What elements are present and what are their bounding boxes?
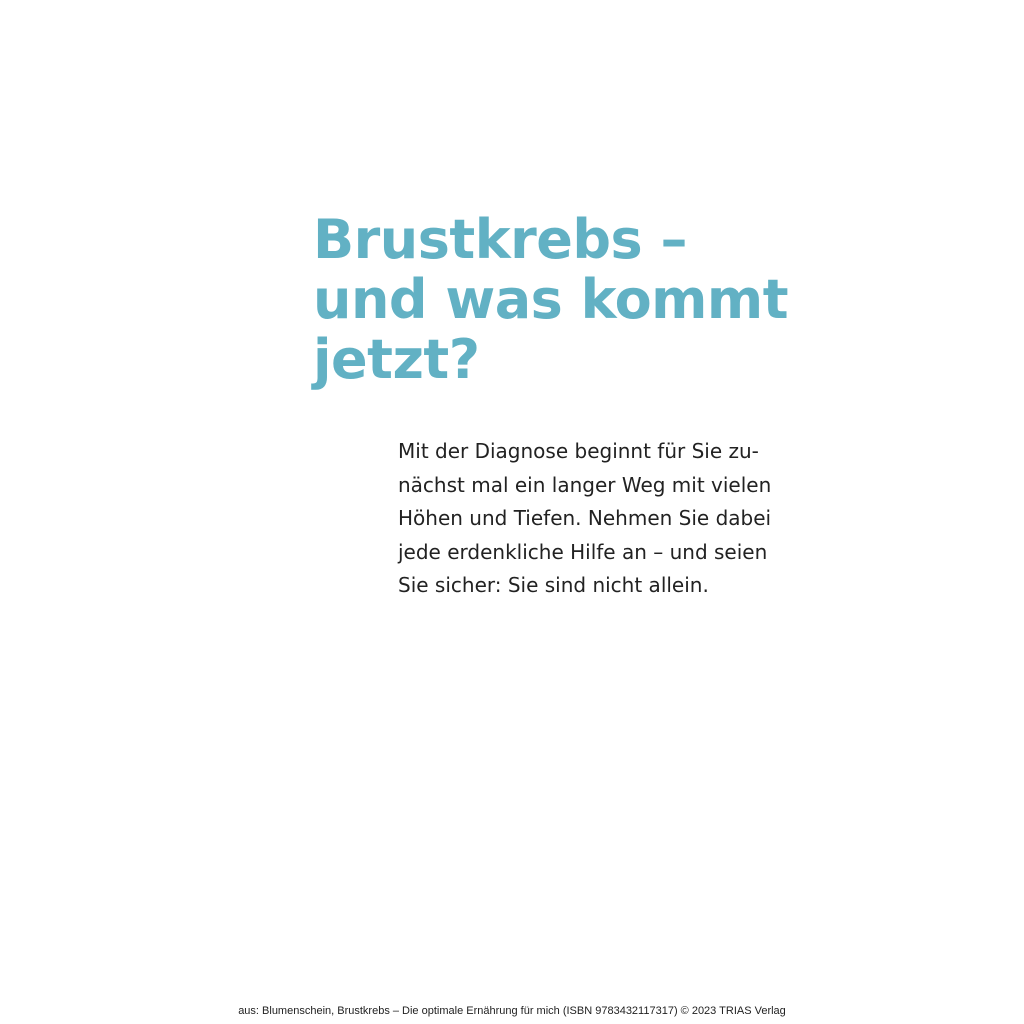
title-line: Brustkrebs –	[313, 208, 687, 271]
source-footer: aus: Blumenschein, Brustkrebs – Die optimale Ernährung für mich (ISBN 9783432117317) © 2023 TRIAS Verlag	[238, 1005, 786, 1017]
title-line: und was kommt	[313, 268, 789, 331]
intro-line: jede erdenkliche Hilfe an – und seien	[398, 539, 768, 564]
intro-line: Sie sicher: Sie sind nicht allein.	[398, 573, 709, 597]
title-line: jetzt?	[313, 328, 480, 391]
intro-paragraph	[398, 435, 818, 603]
page-title	[313, 210, 953, 390]
intro-line: nächst mal ein langer Weg mit vielen	[398, 472, 772, 497]
intro-line: Höhen und Tiefen. Nehmen Sie dabei	[398, 506, 772, 530]
intro-line: Mit der Diagnose beginnt für Sie zu-	[398, 439, 759, 463]
